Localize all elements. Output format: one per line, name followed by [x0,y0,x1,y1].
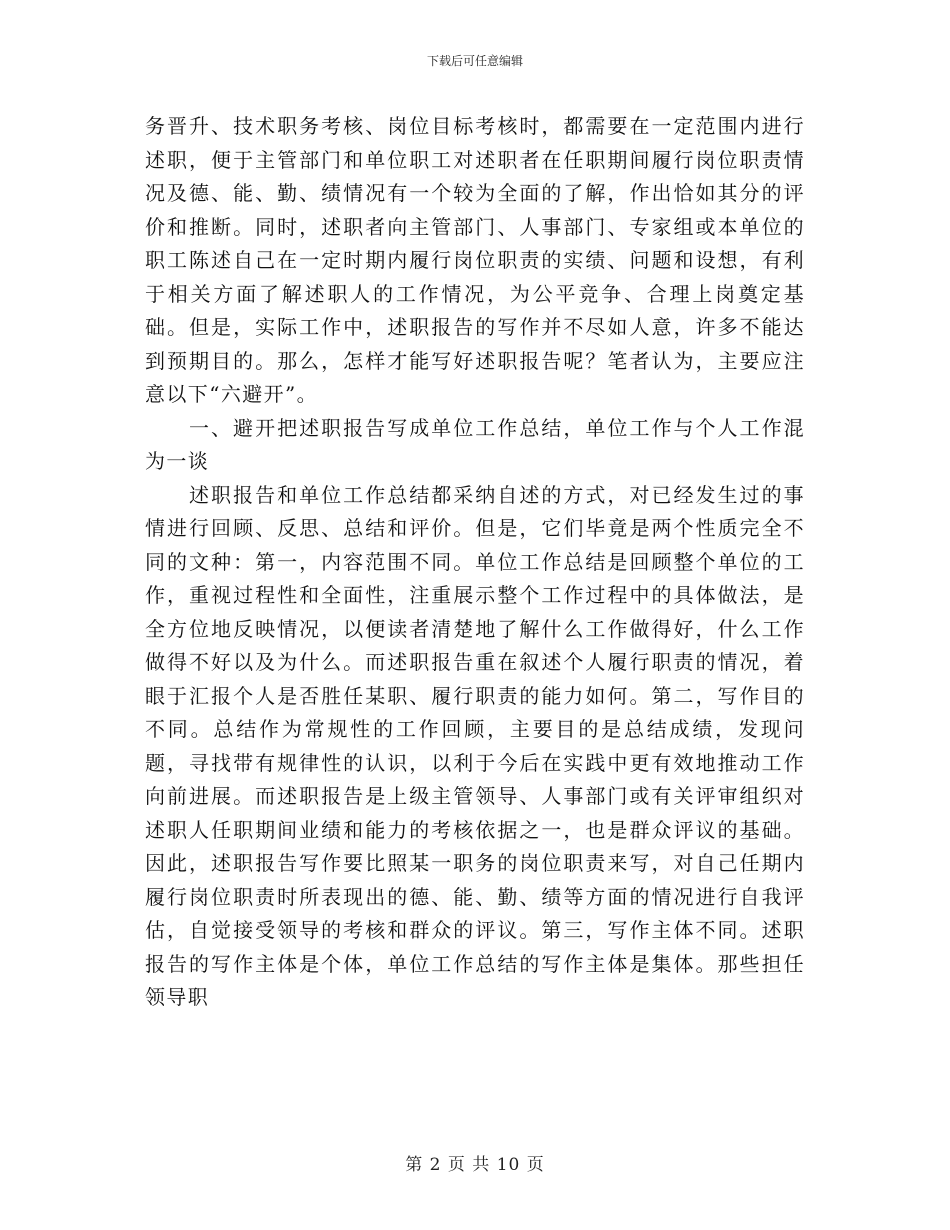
body-paragraph-1: 务晋升、技术职务考核、岗位目标考核时，都需要在一定范围内进行述职，便于主管部门和单位职工对述职者在任职期间履行岗位职责情况及德、能、勤、绩情况有一个较为全面的了解，作出恰如其分的评价和推断。同时，述职者向主管部门、人事部门、专家组或本单位的职工陈述自己在一定时期内履行岗位职责的实绩、问题和设想，有利于相关方面了解述职人的工作情况，为公平竞争、合理上岗奠定基础。但是，实际工作中，述职报告的写作并不尽如人意，许多不能达到预期目的。那么，怎样才能写好述职报告呢？笔者认为，主要应注意以下“六避开”。 [145,114,805,406]
section-heading-1: 一、避开把述职报告写成单位工作总结，单位工作与个人工作混为一谈 [145,415,805,473]
page-header: 下载后可任意编辑 [426,54,523,68]
body-paragraph-2: 述职报告和单位工作总结都采纳自述的方式，对已经发生过的事情进行回顾、反思、总结和评价。但是，它们毕竟是两个性质完全不同的文种：第一，内容范围不同。单位工作总结是回顾整个单位的工作，重视过程性和全面性，注重展示整个工作过程中的具体做法，是全方位地反映情况，以便读者清楚地了解什么工作做得好，什么工作做得不好以及为什么。而述职报告重在叙述个人履行职责的情况，着眼于汇报个人是否胜任某职、履行职责的能力如何。第二，写作目的不同。总结作为常规性的工作回顾，主要目的是总结成绩，发现问题，寻找带有规律性的认识，以利于今后在实践中更有效地推动工作向前进展。而述职报告是上级主管领导、人事部门或有关评审组织对述职人任职期间业绩和能力的考核依据之一，也是群众评议的基础。因此，述职报告写作要比照某一职务的岗位职责来写，对自己任期内履行岗位职责时所表现出的德、能、勤、绩等方面的情况进行自我评估，自觉接受领导的考核和群众的评议。第三，写作主体不同。述职报告的写作主体是个体，单位工作总结的写作主体是集体。那些担任领导职 [145,482,805,1009]
document-body [145,110,805,1015]
page-number-footer: 第 2 页 共 10 页 [405,1155,545,1175]
